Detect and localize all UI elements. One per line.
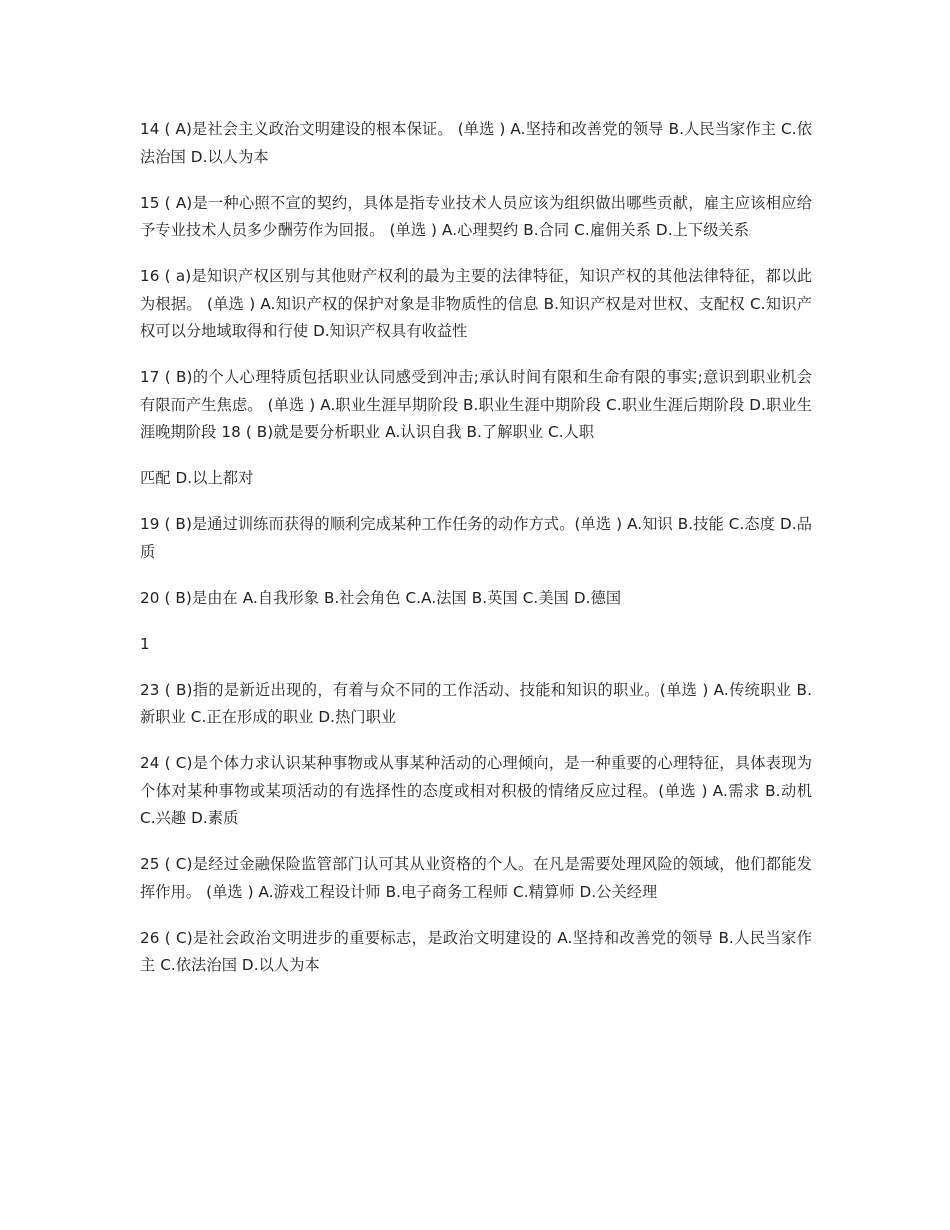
question-25: 25 ( C)是经过金融保险监管部门认可其从业资格的个人。在凡是需要处理风险的领域，他们都能发挥作用。 (单选 ) A.游戏工程设计师 B.电子商务工程师 C.精算师 D.公关经理 [140, 855, 812, 901]
question-17-18: 17 ( B)的个人心理特质包括职业认同感受到冲击;承认时间有限和生命有限的事实;意识到职业机会有限而产生焦虑。 (单选 ) A.职业生涯早期阶段 B.职业生涯中期阶段 C.职业生涯后期阶段 D.职业生涯晚期阶段 18 ( B)就是要分析职业 A.认识自我 B.了解职业 C.人职 [140, 368, 812, 441]
question-14: 14 ( A)是社会主义政治文明建设的根本保证。 (单选 ) A.坚持和改善党的领导 B.人民当家作主 C.依法治国 D.以人为本 [140, 120, 812, 166]
document-body [140, 116, 812, 998]
question-16: 16 ( a)是知识产权区别与其他财产权利的最为主要的法律特征，知识产权的其他法律特征，都以此为根据。 (单选 ) A.知识产权的保护对象是非物质性的信息 B.知识产权是对世权、支配权 C.知识产权可以分地域取得和行使 D.知识产权具有收益性 [140, 267, 812, 340]
question-26: 26 ( C)是社会政治文明进步的重要标志，是政治文明建设的 A.坚持和改善党的领导 B.人民当家作主 C.依法治国 D.以人为本 [140, 928, 812, 974]
question-23: 23 ( B)指的是新近出现的，有着与众不同的工作活动、技能和知识的职业。(单选 ) A.传统职业 B.新职业 C.正在形成的职业 D.热门职业 [140, 680, 812, 726]
question-20: 20 ( B)是由在 A.自我形象 B.社会角色 C.A.法国 B.英国 C.美国 D.德国 [140, 588, 622, 607]
question-15: 15 ( A)是一种心照不宣的契约，具体是指专业技术人员应该为组织做出哪些贡献，雇主应该相应给予专业技术人员多少酬劳作为回报。 (单选 ) A.心理契约 B.合同 C.雇佣关系 D.上下级关系 [140, 193, 812, 239]
question-18-continuation: 匹配 D.以上都对 [140, 469, 254, 487]
question-19: 19 ( B)是通过训练而获得的顺利完成某种工作任务的动作方式。(单选 ) A.知识 B.技能 C.态度 D.品质 [140, 515, 812, 561]
page-number: 1 [140, 634, 150, 653]
question-24: 24 ( C)是个体力求认识某种事物或从事某种活动的心理倾向，是一种重要的心理特征，具体表现为个体对某种事物或某项活动的有选择性的态度或相对积极的情绪反应过程。(单选 ) A.需求 B.动机 C.兴趣 D.素质 [140, 754, 812, 827]
